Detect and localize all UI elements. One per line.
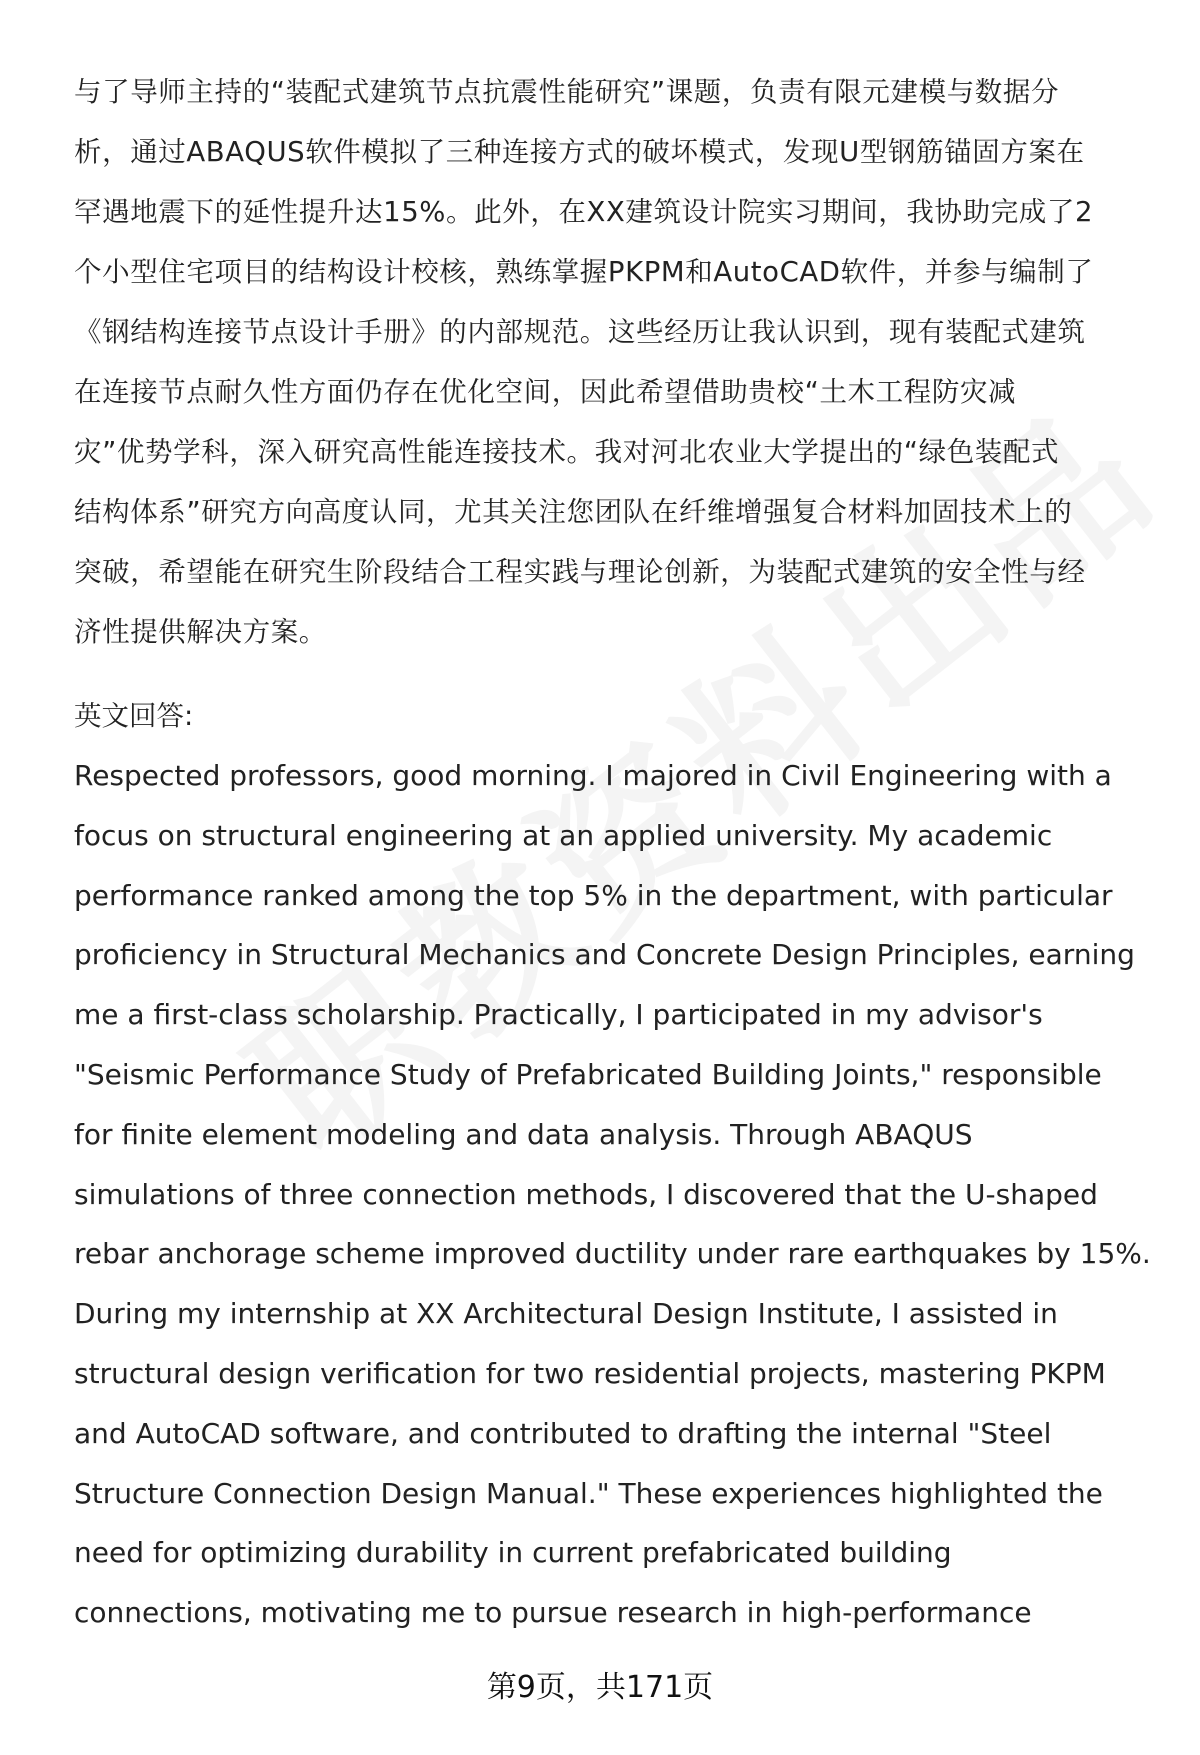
english-line: for finite element modeling and data analysis. Through ABAQUS	[74, 1117, 973, 1151]
chinese-line: 析，通过ABAQUS软件模拟了三种连接方式的破坏模式，发现U型钢筋锚固方案在	[74, 136, 1085, 168]
english-line: connections, motivating me to pursue research in high-performance	[74, 1596, 1032, 1630]
chinese-line: 突破，希望能在研究生阶段结合工程实践与理论创新，为装配式建筑的安全性与经	[74, 556, 1086, 588]
chinese-line: 灾”优势学科，深入研究高性能连接技术。我对河北农业大学提出的“绿色装配式	[74, 436, 1060, 468]
english-answer-paragraph	[74, 746, 1160, 1643]
english-line: need for optimizing durability in current prefabricated building	[74, 1536, 952, 1570]
chinese-line: 《钢结构连接节点设计手册》的内部规范。这些经历让我认识到，现有装配式建筑	[74, 316, 1086, 348]
page-number-footer: 第9页，共171页	[486, 1670, 714, 1705]
english-line: structural design verification for two residential projects, mastering PKPM	[74, 1356, 1106, 1390]
english-answer-label: 英文回答:	[74, 700, 194, 732]
chinese-answer-paragraph	[74, 62, 1160, 662]
english-line: simulations of three connection methods, I discovered that the U-shaped	[74, 1177, 1098, 1211]
chinese-line: 罕遇地震下的延性提升达15%。此外，在XX建筑设计院实习期间，我协助完成了2	[74, 196, 1094, 228]
english-line: proficiency in Structural Mechanics and Concrete Design Principles, earning	[74, 938, 1135, 972]
english-line: performance ranked among the top 5% in the department, with particular	[74, 878, 1113, 912]
english-line: "Seismic Performance Study of Prefabricated Building Joints," responsible	[74, 1057, 1102, 1091]
chinese-line: 在连接节点耐久性方面仍存在优化空间，因此希望借助贵校“土木工程防灾减	[74, 376, 1017, 408]
english-line: rebar anchorage scheme improved ductility under rare earthquakes by 15%.	[74, 1237, 1151, 1271]
chinese-line: 个小型住宅项目的结构设计校核，熟练掌握PKPM和AutoCAD软件，并参与编制了	[74, 256, 1094, 288]
chinese-line: 与了导师主持的“装配式建筑节点抗震性能研究”课题，负责有限元建模与数据分	[74, 76, 1060, 108]
chinese-line: 结构体系”研究方向高度认同，尤其关注您团队在纤维增强复合材料加固技术上的	[74, 496, 1073, 528]
english-line: During my internship at XX Architectural Design Institute, I assisted in	[74, 1297, 1058, 1331]
english-line: and AutoCAD software, and contributed to drafting the internal "Steel	[74, 1416, 1052, 1450]
chinese-line: 济性提供解决方案。	[74, 616, 327, 648]
english-line: focus on structural engineering at an applied university. My academic	[74, 818, 1053, 852]
english-line: me a first-class scholarship. Practically, I participated in my advisor's	[74, 998, 1043, 1032]
english-line: Respected professors, good morning. I majored in Civil Engineering with a	[74, 759, 1112, 792]
english-line: Structure Connection Design Manual." These experiences highlighted the	[74, 1476, 1103, 1510]
